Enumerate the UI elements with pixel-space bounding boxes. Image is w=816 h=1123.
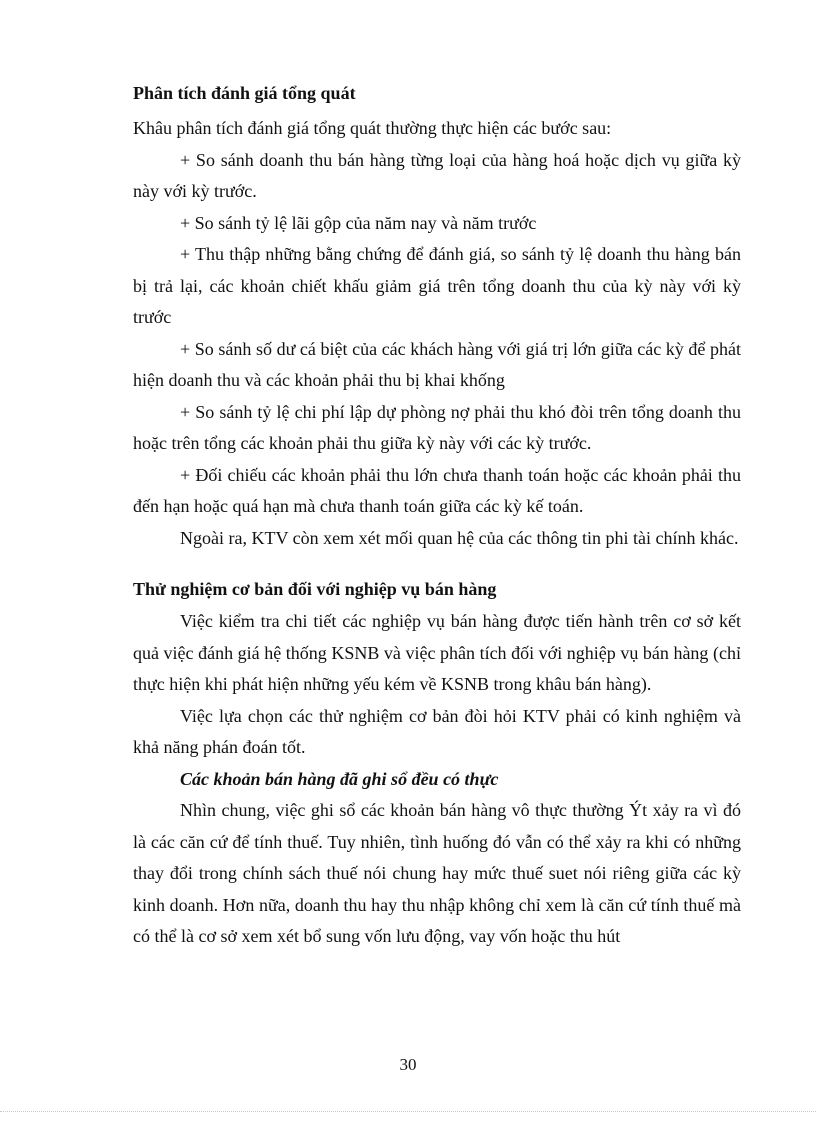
list-item: + So sánh tỷ lệ chi phí lập dự phòng nợ phải thu khó đòi trên tổng doanh thu hoặc trên tổng các khoản phải thu giữa kỳ này với các kỳ trước.	[133, 401, 741, 453]
list-item: + Đối chiếu các khoản phải thu lớn chưa thanh toán hoặc các khoản phải thu đến hạn hoặc quá hạn mà chưa thanh toán giữa các kỳ kế toán.	[133, 464, 741, 516]
page-content	[133, 82, 741, 953]
list-item: + So sánh doanh thu bán hàng từng loại của hàng hoá hoặc dịch vụ giữa kỳ này với kỳ trước.	[133, 149, 741, 201]
paragraph-closing: Ngoài ra, KTV còn xem xét mối quan hệ của các thông tin phi tài chính khác.	[180, 527, 739, 548]
paragraph-body: Nhìn chung, việc ghi sổ các khoản bán hàng vô thực thường Ýt xảy ra vì đó là các căn cứ để tính thuế. Tuy nhiên, tình huống đó vẫn có thể xảy ra khi có những thay đổi trong chính sách thuế nói chung hay mức thuế suet nói riêng giữa các kỳ kinh doanh. Hơn nữa, doanh thu hay thu nhập không chỉ xem là căn cứ tính thuế mà có thể là cơ sở xem xét bổ sung vốn lưu động, vay vốn hoặc thu hút	[133, 800, 741, 946]
section-heading-overview: Phân tích đánh giá tổng quát	[133, 83, 356, 103]
spacer	[133, 104, 741, 113]
paragraph-intro: Khâu phân tích đánh giá tổng quát thường thực hiện các bước sau:	[133, 118, 612, 138]
page-bottom-divider	[0, 1111, 816, 1112]
spacer	[133, 554, 741, 578]
page-number: 30	[399, 1055, 417, 1074]
list-item: + So sánh tỷ lệ lãi gộp của năm nay và năm trước	[180, 212, 537, 233]
section-heading-substantive-tests: Thử nghiệm cơ bản đối với nghiệp vụ bán hàng	[133, 579, 497, 599]
list-item: + Thu thập những bằng chứng để đánh giá, so sánh tỷ lệ doanh thu hàng bán bị trả lại, các khoản chiết khấu giảm giá trên tổng doanh thu của kỳ này với kỳ trước	[133, 244, 741, 327]
subheading-sales-occurrence: Các khoản bán hàng đã ghi sổ đều có thực	[180, 768, 499, 789]
paragraph: Việc kiểm tra chi tiết các nghiệp vụ bán hàng được tiến hành trên cơ sở kết quả việc đánh giá hệ thống KSNB và việc phân tích đối với nghiệp vụ bán hàng (chỉ thực hiện khi phát hiện những yếu kém về KSNB trong khâu bán hàng).	[133, 611, 741, 694]
paragraph: Việc lựa chọn các thử nghiệm cơ bản đòi hỏi KTV phải có kinh nghiệm và khả năng phán đoán tốt.	[133, 705, 741, 757]
list-item: + So sánh số dư cá biệt của các khách hàng với giá trị lớn giữa các kỳ để phát hiện doanh thu và các khoản phải thu bị khai khống	[133, 338, 741, 390]
